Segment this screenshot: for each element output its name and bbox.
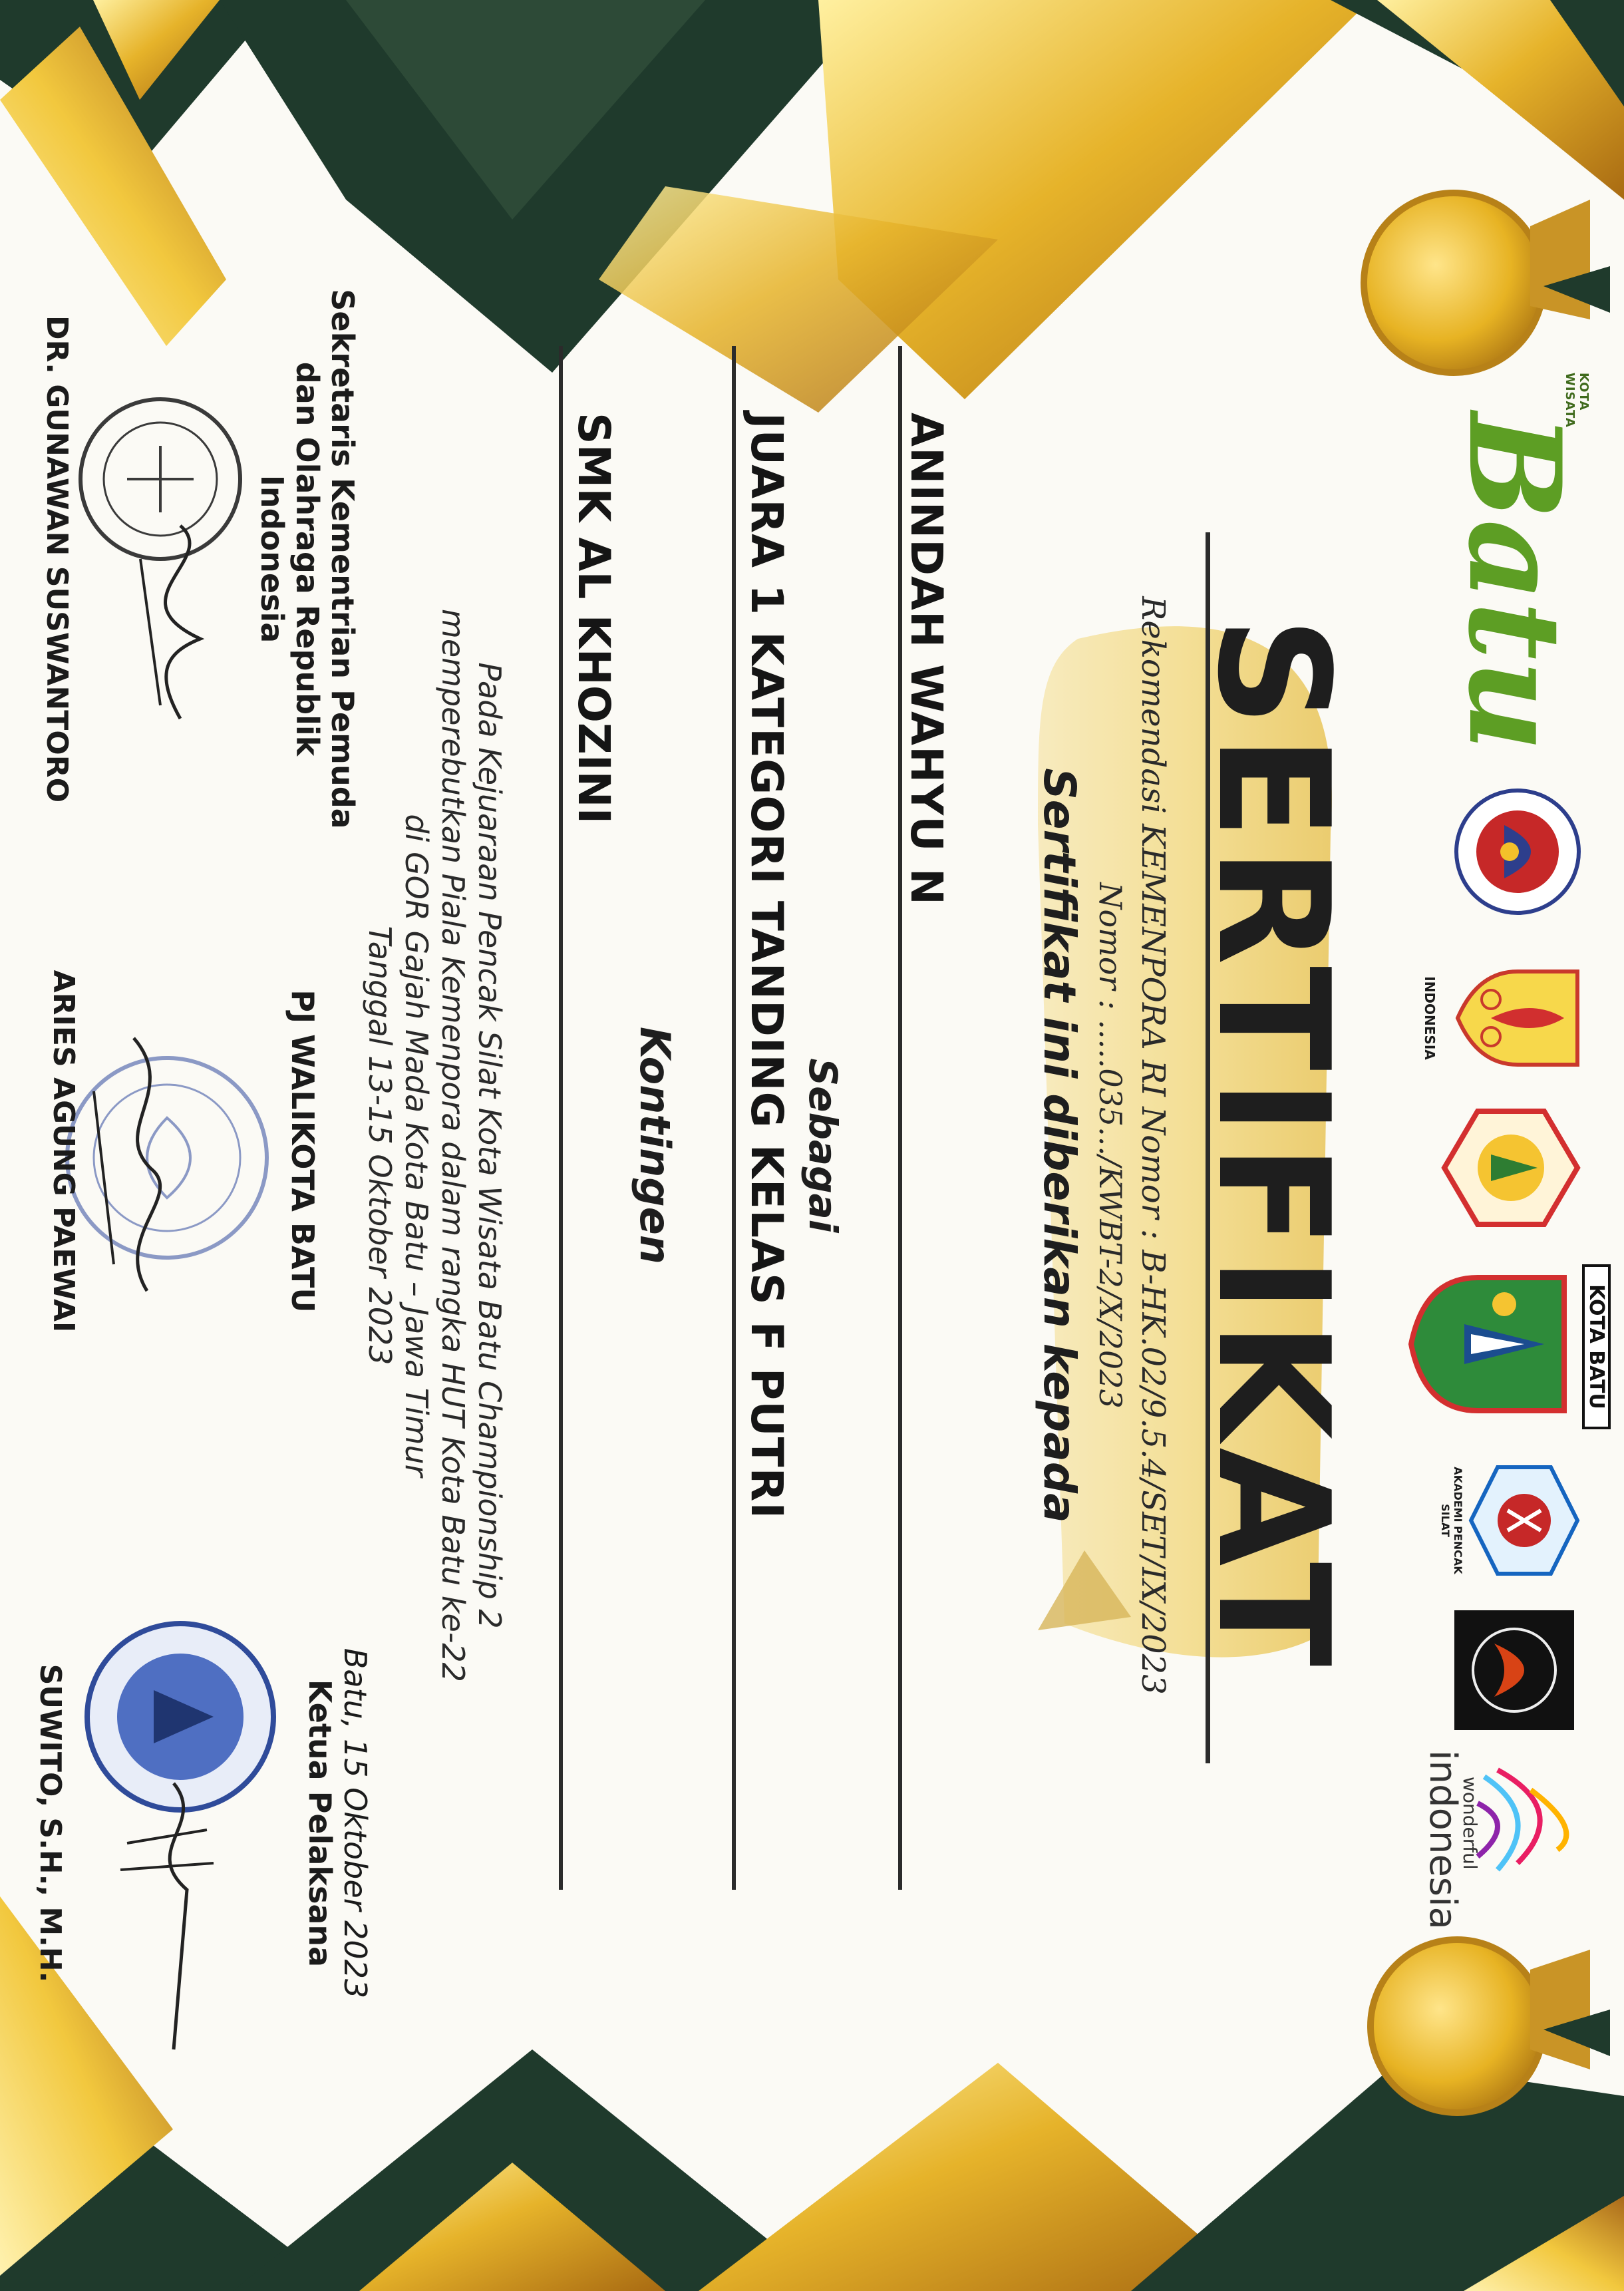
ministry-role-line-1: Sekretaris Kementrian Pemuda xyxy=(325,289,361,829)
event-line-1: Pada Kejuaraan Pencak Silat Kota Wisata Batu Championship 2 xyxy=(472,662,508,1629)
silat-club-logo xyxy=(1454,1610,1574,1730)
committee-role: Ketua Pelaksana xyxy=(302,1679,338,1968)
certificate-title: SERTIFIKAT xyxy=(1184,616,1361,1675)
committee-signatory-name: SUWITO, S.H., M.H. xyxy=(33,1664,67,1983)
event-line-3: di GOR Gajah Mada Kota Batu – Jawa Timur xyxy=(399,814,434,1477)
signing-date: Batu, 15 Oktober 2023 xyxy=(337,1648,373,1999)
olympic-indonesia-logo xyxy=(1438,952,1591,1085)
mayor-signatory xyxy=(47,918,81,1384)
ministry-role-line-2: dan Olahraga Republik Indonesia xyxy=(254,361,326,757)
akademi-pencak-silat-label: AKADEMI PENCAK SILAT xyxy=(1439,1467,1464,1574)
signature-block-ministry xyxy=(254,279,360,838)
as-label: Sebagai xyxy=(800,1058,846,1233)
kota-batu-label: KOTA BATU xyxy=(1582,1264,1611,1429)
indonesia-brand-label: indonesia xyxy=(1421,1750,1464,1930)
ministry-stamp-and-signature xyxy=(61,359,260,732)
contingent-label: Kontingen xyxy=(631,1027,679,1264)
recommendation-number: Rekomendasi KEMENPORA RI Nomor : B-HK.02/9.5.4/SET/IX/2023 xyxy=(1134,596,1172,1695)
akademi-pencak-silat-logo xyxy=(1468,1464,1581,1577)
contingent-underline xyxy=(559,346,563,1890)
mayor-signatory-name: ARIES AGUNG PAEWAI xyxy=(47,969,81,1333)
mayor-role: PJ WALIKOTA BATU xyxy=(285,989,321,1313)
kota-batu-crest xyxy=(1404,1264,1577,1424)
mayor-stamp-and-signature xyxy=(54,958,280,1357)
kota-wisata-label: KOTA WISATA xyxy=(1563,373,1591,428)
achievement-underline xyxy=(732,346,736,1890)
signature-block-mayor xyxy=(285,918,320,1384)
ministry-signatory-name: DR. GUNAWAN SUSWANTORO xyxy=(40,315,74,802)
event-line-2: memperebutkan Piala Kemenpora dalam rangka HUT Kota Batu ke-22 xyxy=(435,609,471,1682)
committee-signatory xyxy=(33,1584,67,2063)
indonesia-label: INDONESIA xyxy=(1422,976,1438,1060)
event-line-4: Tanggal 13-15 Oktober 2023 xyxy=(362,926,398,1365)
contingent-name: SMK AL KHOZINI xyxy=(568,413,619,824)
wonderful-label: wonderful xyxy=(1459,1777,1481,1870)
certificate-number: Nomor : .....035.../KWBT-2/X/2023 xyxy=(1092,882,1128,1409)
logo-row xyxy=(1384,373,1608,1970)
achievement-title: JUARA 1 KATEGORI TANDING KELAS F PUTRI xyxy=(741,413,792,1520)
signature-block-committee xyxy=(302,1584,373,2063)
wonderful-indonesia-swirl xyxy=(1464,1750,1597,1883)
recipient-name: ANINDAH WAHYU N xyxy=(901,413,952,906)
given-to-heading: Sertifikat ini diberikan kepada xyxy=(1034,768,1085,1523)
batu-logo-wordmark: Batu xyxy=(1440,413,1589,752)
ministry-signatory xyxy=(40,279,74,838)
committee-stamp-and-signature xyxy=(74,1610,287,2089)
kemenpora-logo xyxy=(1451,785,1584,918)
ipsi-logo xyxy=(1438,1105,1584,1231)
